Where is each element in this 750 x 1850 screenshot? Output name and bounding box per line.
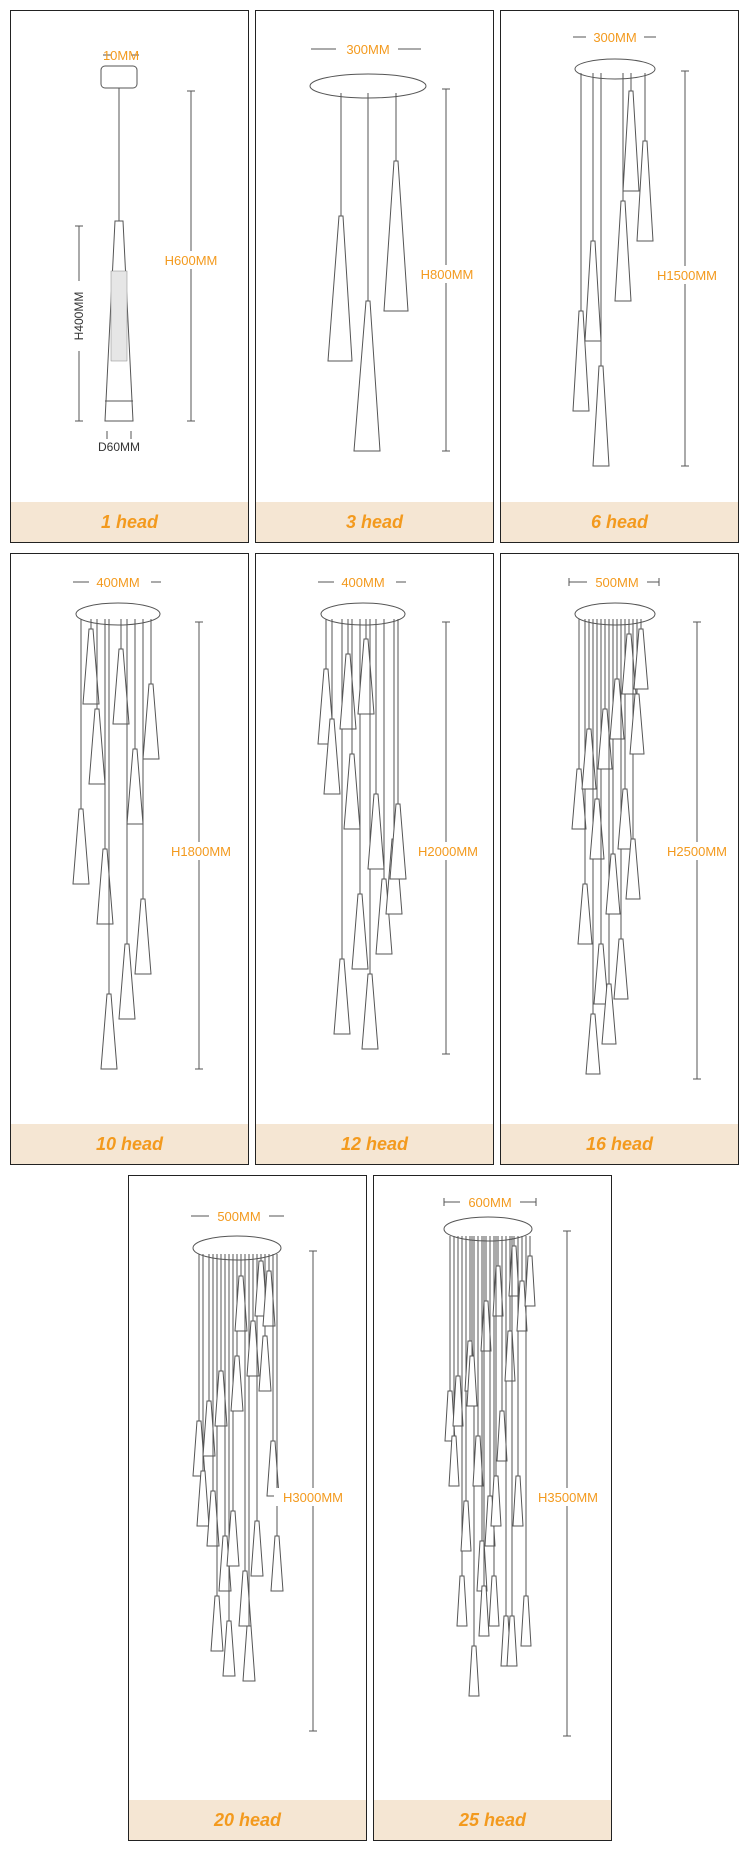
height-dimension: H600MM	[164, 253, 218, 268]
pendant	[384, 161, 408, 311]
caption: 3 head	[256, 502, 493, 542]
caption: 1 head	[11, 502, 248, 542]
pendant-drawing-3	[256, 11, 495, 544]
width-dimension: 300MM	[593, 30, 637, 45]
panel-20-head	[128, 1175, 367, 1841]
canopy	[76, 603, 160, 625]
caption: 6 head	[501, 502, 738, 542]
caption: 20 head	[129, 1800, 366, 1840]
panel-6-head	[500, 10, 739, 543]
caption: 12 head	[256, 1124, 493, 1164]
height-dimension: H2500MM	[667, 844, 727, 859]
width-dimension: 400MM	[96, 575, 140, 590]
panel-3-head	[255, 10, 494, 543]
pendant-drawing-1	[11, 11, 250, 544]
caption: 10 head	[11, 1124, 248, 1164]
panel-16-head	[500, 553, 739, 1165]
canopy	[575, 59, 655, 79]
panel-12-head	[255, 553, 494, 1165]
pendant-drawing-6	[501, 11, 740, 544]
pendant-drawing-12	[256, 554, 495, 1166]
height-dimension: H1500MM	[657, 268, 717, 283]
canopy	[444, 1217, 532, 1241]
caption: 25 head	[374, 1800, 611, 1840]
height-dimension: H3000MM	[283, 1490, 343, 1505]
caption: 16 head	[501, 1124, 738, 1164]
canopy	[101, 66, 137, 88]
pendant-drawing-16	[501, 554, 740, 1166]
height-dimension: H2000MM	[418, 844, 478, 859]
pendant-drawing-25	[374, 1176, 613, 1842]
side-height-dimension: H400MM	[72, 291, 86, 341]
width-dimension: 400MM	[341, 575, 385, 590]
canopy	[321, 603, 405, 625]
diameter-dimension: D60MM	[97, 440, 141, 454]
panel-1-head	[10, 10, 249, 543]
pendant	[354, 301, 380, 451]
panel-10-head	[10, 553, 249, 1165]
width-dimension: 300MM	[346, 42, 390, 57]
width-dimension: 600MM	[468, 1195, 512, 1210]
height-dimension: H3500MM	[538, 1490, 598, 1505]
width-dimension: 500MM	[595, 575, 639, 590]
pendant-drawing-10	[11, 554, 250, 1166]
panel-25-head	[373, 1175, 612, 1841]
pendant	[328, 216, 352, 361]
height-dimension: H1800MM	[171, 844, 231, 859]
width-dimension: 500MM	[217, 1209, 261, 1224]
width-dimension: 10MM	[102, 48, 140, 63]
height-dimension: H800MM	[420, 267, 474, 282]
canopy	[575, 603, 655, 625]
pendant-drawing-20	[129, 1176, 368, 1842]
